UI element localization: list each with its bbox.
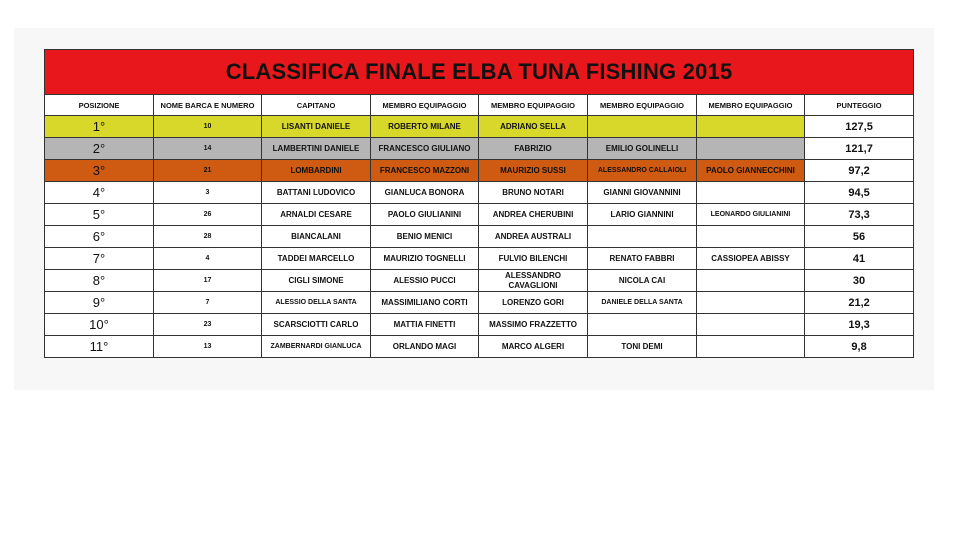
boat-number-cell: 13 [154,336,262,358]
table-row [45,336,914,358]
crew-cell-1: MASSIMILIANO CORTI [371,292,479,314]
standings-table [44,49,914,358]
crew-cell-3: DANIELE DELLA SANTA [588,292,697,314]
table-row [45,138,914,160]
crew-cell-3 [588,226,697,248]
score-cell: 121,7 [805,138,914,160]
captain-cell: TADDEI MARCELLO [262,248,371,270]
crew-cell-2: MASSIMO FRAZZETTO [479,314,588,336]
crew-cell-3: EMILIO GOLINELLI [588,138,697,160]
crew-cell-4: PAOLO GIANNECCHINI [697,160,805,182]
position-cell: 1° [45,116,154,138]
position-cell: 9° [45,292,154,314]
table-row [45,204,914,226]
crew-cell-2: ADRIANO SELLA [479,116,588,138]
score-cell: 73,3 [805,204,914,226]
crew-cell-1: FRANCESCO MAZZONI [371,160,479,182]
crew-cell-2: FABRIZIO [479,138,588,160]
header-position: POSIZIONE [45,95,154,116]
header-crew-3: MEMBRO EQUIPAGGIO [588,95,697,116]
table-row [45,116,914,138]
score-cell: 19,3 [805,314,914,336]
crew-cell-4 [697,292,805,314]
position-cell: 5° [45,204,154,226]
crew-cell-2: MAURIZIO SUSSI [479,160,588,182]
boat-number-cell: 28 [154,226,262,248]
boat-number-cell: 14 [154,138,262,160]
crew-cell-4 [697,116,805,138]
header-score: PUNTEGGIO [805,95,914,116]
position-cell: 6° [45,226,154,248]
position-cell: 4° [45,182,154,204]
captain-cell: LISANTI DANIELE [262,116,371,138]
captain-cell: ALESSIO DELLA SANTA [262,292,371,314]
position-cell: 3° [45,160,154,182]
boat-number-cell: 17 [154,270,262,292]
crew-cell-1: GIANLUCA BONORA [371,182,479,204]
table-row [45,314,914,336]
boat-number-cell: 3 [154,182,262,204]
table-row [45,292,914,314]
crew-cell-1: PAOLO GIULIANINI [371,204,479,226]
score-cell: 94,5 [805,182,914,204]
title-row [45,50,914,95]
crew-cell-1: FRANCESCO GIULIANO [371,138,479,160]
score-cell: 21,2 [805,292,914,314]
table-title: CLASSIFICA FINALE ELBA TUNA FISHING 2015 [45,50,914,95]
crew-cell-4 [697,226,805,248]
crew-cell-3: RENATO FABBRI [588,248,697,270]
header-crew-4: MEMBRO EQUIPAGGIO [697,95,805,116]
boat-number-cell: 26 [154,204,262,226]
crew-cell-4 [697,336,805,358]
score-cell: 30 [805,270,914,292]
table-body [45,116,914,358]
header-captain: CAPITANO [262,95,371,116]
captain-cell: ZAMBERNARDI GIANLUCA [262,336,371,358]
header-crew-1: MEMBRO EQUIPAGGIO [371,95,479,116]
crew-cell-3: GIANNI GIOVANNINI [588,182,697,204]
table-row [45,248,914,270]
crew-cell-2: MARCO ALGERI [479,336,588,358]
crew-cell-2: FULVIO BILENCHI [479,248,588,270]
table-row [45,182,914,204]
captain-cell: BATTANI LUDOVICO [262,182,371,204]
boat-number-cell: 23 [154,314,262,336]
position-cell: 2° [45,138,154,160]
position-cell: 8° [45,270,154,292]
table-row [45,270,914,292]
crew-cell-4 [697,138,805,160]
crew-cell-2: BRUNO NOTARI [479,182,588,204]
crew-cell-3: LARIO GIANNINI [588,204,697,226]
crew-cell-3: TONI DEMI [588,336,697,358]
crew-cell-4: LEONARDO GIULIANINI [697,204,805,226]
position-cell: 10° [45,314,154,336]
crew-cell-1: MATTIA FINETTI [371,314,479,336]
table-row [45,160,914,182]
captain-cell: CIGLI SIMONE [262,270,371,292]
captain-cell: ARNALDI CESARE [262,204,371,226]
crew-cell-2: ANDREA AUSTRALI [479,226,588,248]
score-cell: 56 [805,226,914,248]
boat-number-cell: 10 [154,116,262,138]
captain-cell: SCARSCIOTTI CARLO [262,314,371,336]
crew-cell-1: MAURIZIO TOGNELLI [371,248,479,270]
crew-cell-3: NICOLA CAI [588,270,697,292]
crew-cell-1: ORLANDO MAGI [371,336,479,358]
position-cell: 11° [45,336,154,358]
boat-number-cell: 7 [154,292,262,314]
crew-cell-4: CASSIOPEA ABISSY [697,248,805,270]
crew-cell-4 [697,314,805,336]
score-cell: 9,8 [805,336,914,358]
captain-cell: BIANCALANI [262,226,371,248]
crew-cell-3 [588,116,697,138]
crew-cell-2: LORENZO GORI [479,292,588,314]
position-cell: 7° [45,248,154,270]
crew-cell-1: ALESSIO PUCCI [371,270,479,292]
crew-cell-3: ALESSANDRO CALLAIOLI [588,160,697,182]
crew-cell-3 [588,314,697,336]
header-boat: NOME BARCA E NUMERO [154,95,262,116]
table-row [45,226,914,248]
score-cell: 41 [805,248,914,270]
crew-cell-4 [697,182,805,204]
boat-number-cell: 4 [154,248,262,270]
captain-cell: LOMBARDINI [262,160,371,182]
header-crew-2: MEMBRO EQUIPAGGIO [479,95,588,116]
crew-cell-1: BENIO MENICI [371,226,479,248]
crew-cell-1: ROBERTO MILANE [371,116,479,138]
captain-cell: LAMBERTINI DANIELE [262,138,371,160]
header-row [45,95,914,116]
crew-cell-2: ANDREA CHERUBINI [479,204,588,226]
boat-number-cell: 21 [154,160,262,182]
crew-cell-2: ALESSANDRO CAVAGLIONI [479,270,588,292]
score-cell: 97,2 [805,160,914,182]
score-cell: 127,5 [805,116,914,138]
crew-cell-4 [697,270,805,292]
